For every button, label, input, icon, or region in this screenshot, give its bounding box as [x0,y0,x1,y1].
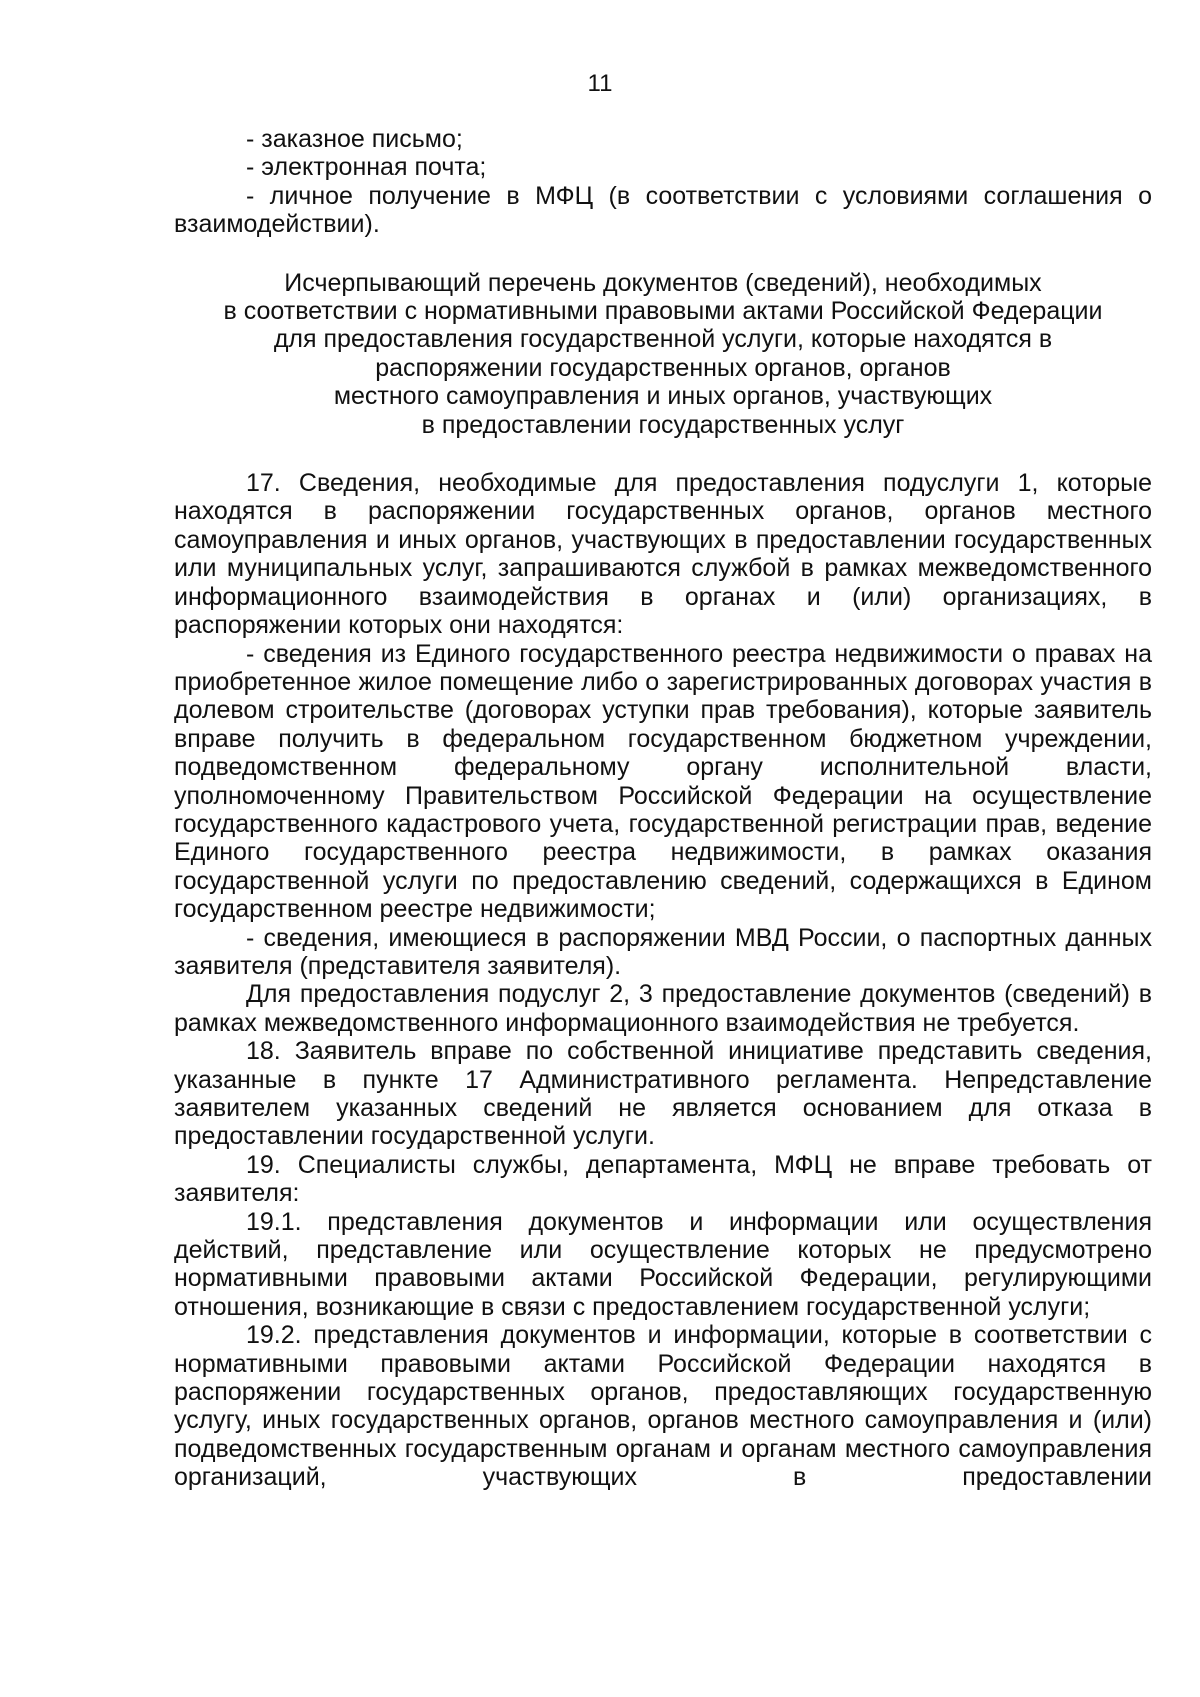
paragraph-mvd-info: - сведения, имеющиеся в распоряжении МВД России, о паспортных данных заявителя (представителя заявителя). [174,923,1152,980]
paragraph-19: 19. Специалисты службы, департамента, МФЦ не вправе требовать от заявителя: [174,1150,1152,1208]
paragraph-19-1: 19.1. представления документов и информации или осуществления действий, представление или осуществление которых не предусмотрено нормативными правовыми актами Российской Федерации, регулирующими отношения, возникающие в связи с предоставлением государственной услуги; [174,1207,1152,1321]
page-number: 11 [587,70,613,97]
heading-line: в предоставлении государственных услуг [421,410,905,439]
list-item: - электронная почта; [246,153,487,182]
section-heading [174,269,1152,439]
paragraph-18: 18. Заявитель вправе по собственной инициативе представить сведения, указанные в пункте 17 Административного регламента. Непредставление заявителем указанных сведений не является основанием для отказа в предоставлении государственной услуги. [174,1037,1152,1151]
paragraph-subservices: Для предоставления подуслуг 2, 3 предоставление документов (сведений) в рамках межведомственного информационного взаимодействия не требуется. [174,980,1152,1037]
paragraph-19-2: 19.2. представления документов и информации, которые в соответствии с нормативными правовыми актами Российской Федерации находятся в распоряжении государственных органов, предоставляющих государственную услугу, иных государственных органов, органов местного самоуправления и (или) подведомственных государственным органам и органам местного самоуправления организаций, участвующих в предоставлении [174,1321,1152,1492]
list-item: - личное получение в МФЦ (в соответствии с условиями соглашения о взаимодействии). [174,181,1152,239]
heading-line: в соответствии с нормативными правовыми актами Российской Федерации [223,297,1103,326]
paragraph-egrn-info: - сведения из Единого государственного реестра недвижимости о правах на приобретенное жилое помещение либо о зарегистрированных договорах участия в долевом строительстве (договорах уступки прав требования), которые заявитель вправе получить в федеральном государственном бюджетном учреждении, подведомственном федеральному органу исполнительной власти, уполномоченному Правительством Российской Федерации на осуществление государственного кадастрового учета, государственной регистрации прав, ведение Единого государственного реестра недвижимости, в рамках оказания государственной услуги по предоставлению сведений, содержащихся в Едином государственном реестре недвижимости; [174,639,1152,924]
heading-line: местного самоуправления и иных органов, участвующих [333,382,993,411]
document-body [174,125,1152,1492]
list-item: - заказное письмо; [246,125,463,153]
heading-line: для предоставления государственной услуги, которые находятся в [273,325,1053,354]
paragraph-17: 17. Сведения, необходимые для предоставления подуслуги 1, которые находятся в распоряжении государственных органов, органов местного самоуправления и иных органов, участвующих в предоставлении государственных или муниципальных услуг, запрашиваются службой в рамках межведомственного информационного взаимодействия в органах и (или) организациях, в распоряжении которых они находятся: [174,469,1152,640]
heading-line: Исчерпывающий перечень документов (сведений), необходимых [284,268,1042,297]
heading-line: распоряжении государственных органов, органов [375,353,951,382]
